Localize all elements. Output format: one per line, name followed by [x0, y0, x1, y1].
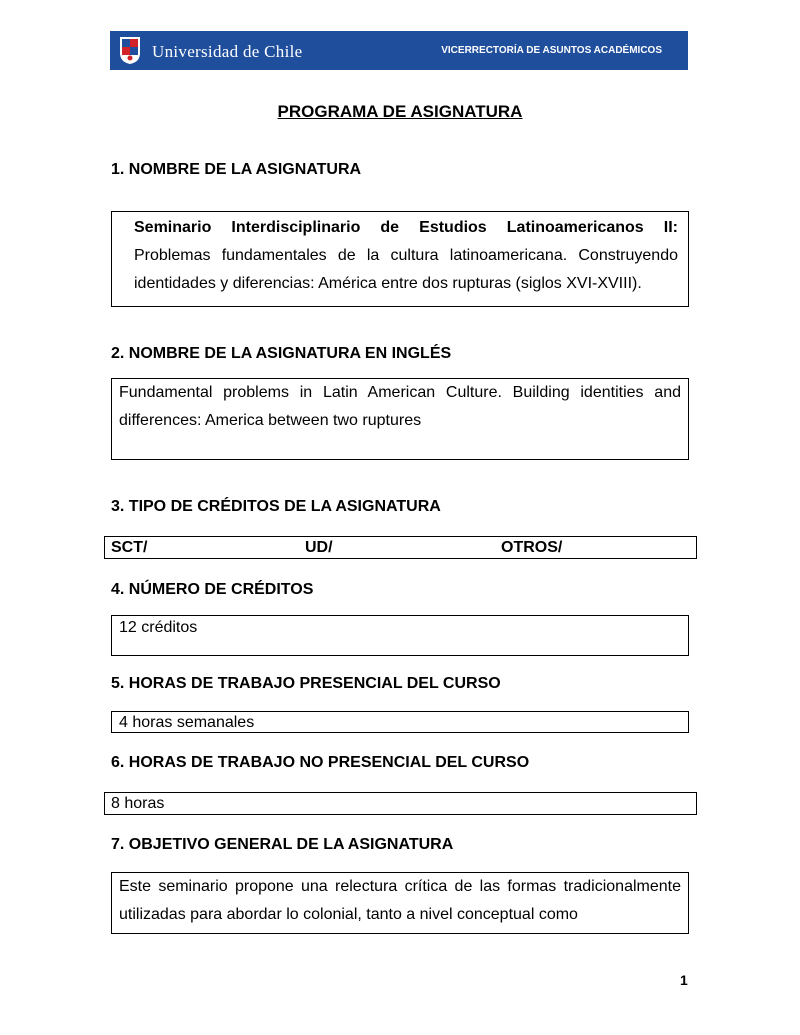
remote-hours-box	[104, 792, 697, 815]
credit-type-sct: SCT/	[111, 539, 148, 556]
section-7-heading: 7. OBJETIVO GENERAL DE LA ASIGNATURA	[111, 836, 454, 853]
section-1-heading: 1. NOMBRE DE LA ASIGNATURA	[111, 161, 362, 178]
english-name-box	[111, 378, 689, 460]
credits-value: 12 créditos	[119, 619, 198, 636]
section-5-heading: 5. HORAS DE TRABAJO PRESENCIAL DEL CURSO	[111, 675, 501, 692]
credit-type-ud: UD/	[305, 539, 333, 556]
general-objective-value: Este seminario propone una relectura crítica de las formas tradicionalmente utilizadas para abordar lo colonial, tanto a nivel conceptual como	[119, 878, 681, 923]
page-title: PROGRAMA DE ASIGNATURA	[277, 102, 523, 121]
remote-hours-value: 8 horas	[111, 795, 165, 812]
header-banner	[110, 31, 688, 70]
course-name-box	[111, 211, 689, 307]
credits-box	[111, 615, 689, 656]
general-objective-box	[111, 872, 689, 934]
section-2-heading: 2. NOMBRE DE LA ASIGNATURA EN INGLÉS	[111, 345, 452, 362]
credit-type-row	[104, 536, 697, 559]
section-6-heading: 6. HORAS DE TRABAJO NO PRESENCIAL DEL CURSO	[111, 754, 530, 771]
section-4-heading: 4. NÚMERO DE CRÉDITOS	[111, 581, 314, 598]
course-name-title: Seminario Interdisciplinario de Estudios Latinoamericanos II:	[134, 219, 678, 236]
in-person-hours-value: 4 horas semanales	[119, 714, 255, 731]
university-name: Universidad de Chile	[152, 42, 303, 61]
english-name-value: Fundamental problems in Latin American Culture. Building identities and differences: America between two ruptures	[119, 384, 681, 429]
university-seal-icon	[118, 35, 142, 65]
credit-type-otros: OTROS/	[501, 539, 563, 556]
in-person-hours-box	[111, 711, 689, 733]
section-3-heading: 3. TIPO DE CRÉDITOS DE LA ASIGNATURA	[111, 498, 441, 515]
course-name-subtitle: Problemas fundamentales de la cultura latinoamericana. Construyendo identidades y diferencias: América entre dos rupturas (siglos XVI-XVIII).	[134, 247, 678, 292]
page-number: 1	[680, 972, 688, 988]
department-name: VICERRECTORÍA DE ASUNTOS ACADÉMICOS	[441, 45, 662, 56]
